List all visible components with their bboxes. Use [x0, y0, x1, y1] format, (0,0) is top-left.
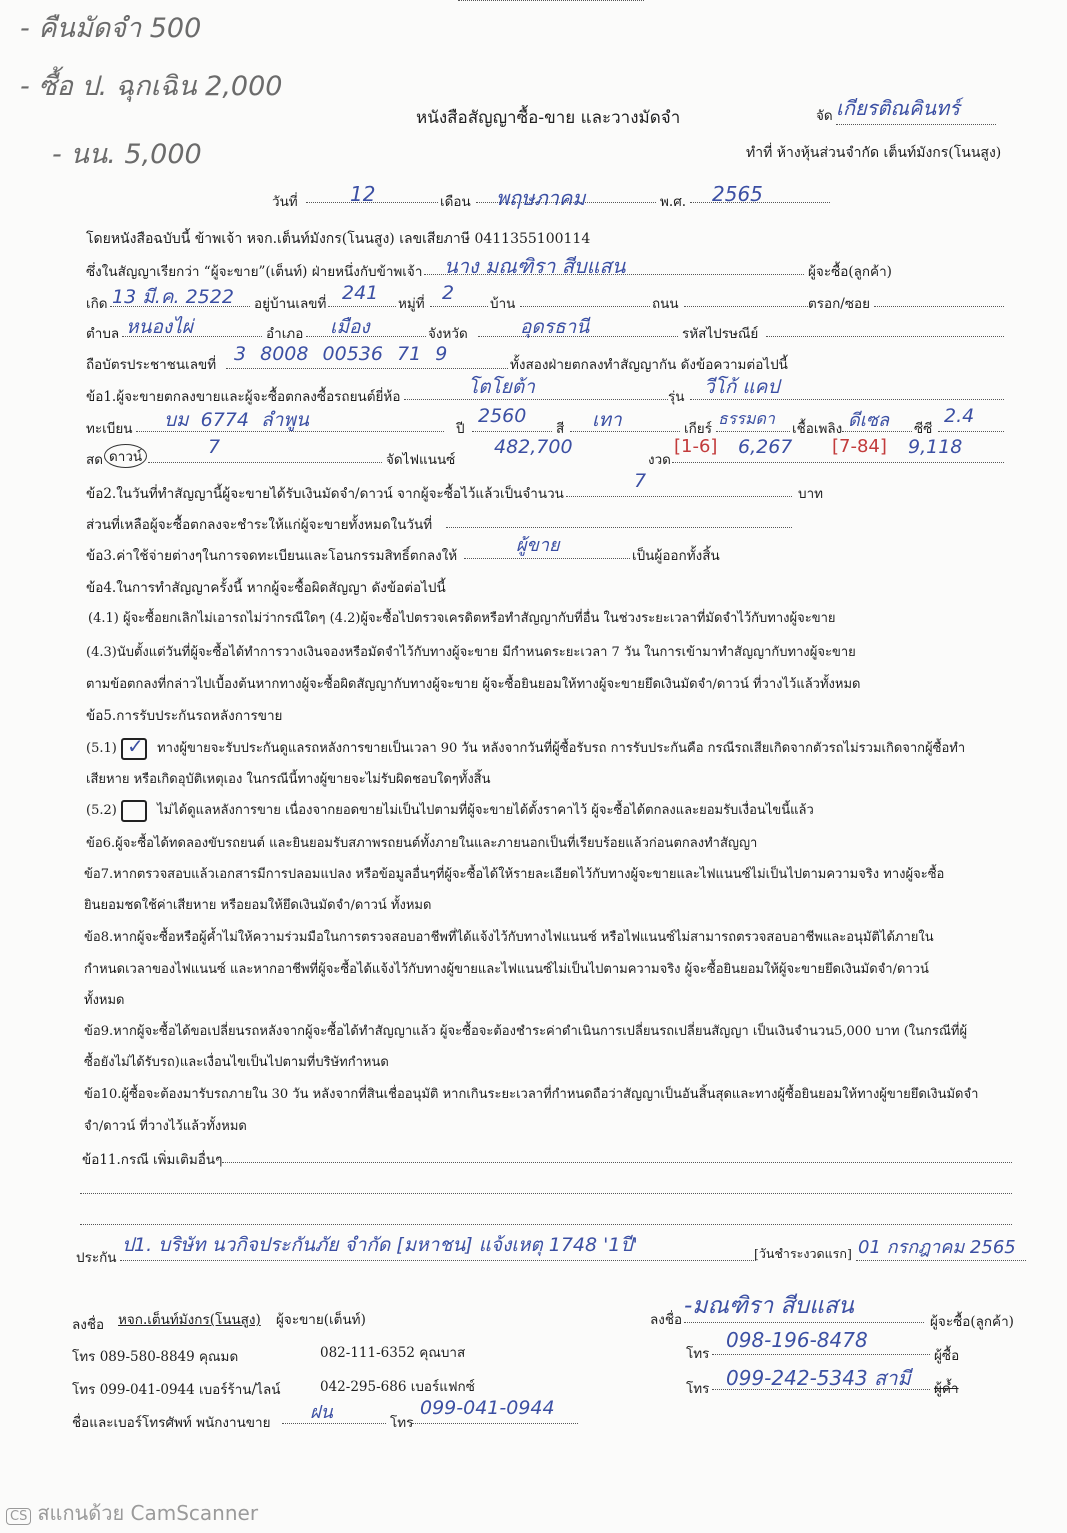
- finance-value: 482,700: [494, 436, 573, 458]
- place-label: จัด: [816, 108, 833, 124]
- clause5-p1b: เสียหาย หรือเกิดอุบัติเหตุเอง ในกรณีนี้ทางผู้ขายจะไม่รับผิดชอบใดๆทั้งสิ้น: [86, 772, 491, 787]
- moo-label: หมู่ที่: [398, 296, 425, 312]
- insurance-value: ป1. บริษัท นวกิจประกันภัย จำกัด [มหาชน] แจ้งเหตุ 1748 '1ปี': [122, 1234, 638, 1256]
- clause11: ข้อ11.กรณี เพิ่มเติมอื่นๆ: [82, 1152, 223, 1168]
- province-label: จังหวัด: [428, 326, 468, 342]
- staff-tel-label: โทร: [390, 1415, 414, 1431]
- inst1-range: [1-6]: [674, 436, 718, 457]
- clause5-lead: ข้อ5.การรับประกันรถหลังการขาย: [86, 708, 283, 724]
- clause2-lead: ข้อ2.ในวันที่ทำสัญญานี้ผู้จะขายได้รับเงินมัดจำ/ดาวน์ จากผู้จะซื้อไว้แล้วเป็นจำนวน: [86, 486, 564, 502]
- tambon-value: หนองไผ่: [126, 316, 193, 338]
- clause6: ข้อ6.ผู้จะซื้อได้ทดลองขับรถยนต์ และยินยอมรับสภาพรถยนต์ทั้งภายในและภายนอกเป็นที่เรียบร้อยแล้วก่อนตกลงทำสัญญา: [86, 836, 758, 851]
- clause10-a: ข้อ10.ผู้ซื้อจะต้องมารับรถภายใน 30 วัน หลังจากที่สินเชื่ออนุมัติ หากเกินระยะเวลาที่กำหนดถือว่าสัญญาเป็นอันสิ้นสุดและทางผู้ซื้อยินยอมให้ทางผู้ขายยึดเงินมัดจำ: [84, 1087, 979, 1102]
- date-year-label: พ.ศ.: [660, 194, 687, 210]
- inst1-value: 6,267: [738, 436, 793, 458]
- seller-tel-1: โทร 089-580-8849 คุณมด: [72, 1349, 239, 1365]
- car-brand: โตโยต้า: [468, 376, 535, 398]
- staff-name: ฝน: [310, 1402, 333, 1423]
- year-value: 2560: [478, 405, 527, 427]
- clause2-rest: ส่วนที่เหลือผู้จะซื้อตกลงจะชำระให้แก่ผู้จะขายทั้งหมดในวันที่: [86, 517, 433, 533]
- soi-label: ตรอก/ซอย: [808, 296, 871, 312]
- date-day-label: วันที่: [272, 194, 298, 210]
- note-line-2: - ซื้อ ป. ฉุกเฉิน 2,000: [20, 71, 283, 102]
- clause3-who: ผู้ขาย: [516, 535, 560, 556]
- down-label: ดาวน์: [104, 444, 147, 468]
- insurance-label: ประกัน: [76, 1250, 117, 1266]
- clause3-lead: ข้อ3.ค่าใช้จ่ายต่างๆในการจดทะเบียนและโอนกรรมสิทธิ์ตกลงให้: [86, 548, 458, 564]
- staff-label: ชื่อและเบอร์โทรศัพท์ พนักงานขาย: [72, 1415, 271, 1431]
- inst2-range: [7-84]: [832, 436, 887, 457]
- reg-value: บม 6774 ลำพูน: [164, 409, 309, 431]
- note-line-1: - คืนมัดจำ 500: [20, 13, 202, 44]
- clause11-line-3: [80, 1224, 1012, 1225]
- model-label: รุ่น: [668, 389, 685, 405]
- clause9-a: ข้อ9.หากผู้จะซื้อได้ขอเปลี่ยนรถหลังจากผู้จะซื้อได้ทำสัญญาแล้ว ผู้จะซื้อจะต้องชำระค่าดำเนินการเปลี่ยนรถเปลี่ยนสัญญา เป็นเงินจำนวน5,000 บาท (ในกรณีที่ผู้: [84, 1024, 968, 1039]
- party-lead: ซึ่งในสัญญาเรียกว่า “ผู้จะขาย”(เต็นท์) ฝ่ายหนึ่งกับข้าพเจ้า: [86, 264, 423, 280]
- buyer-tel-role-2: ผู้ค้ำ: [934, 1381, 959, 1397]
- clause8-b: กำหนดเวลาของไฟแนนซ์ และหากอาชีพที่ผู้จะซื้อได้แจ้งไว้กับทางผู้ขายและไฟแนนซ์ไม่เป็นไปตามความจริง ผู้จะซื้อยินยอมให้ผู้จะขายยึดเงินมัดจำ/ดาวน์: [84, 962, 929, 977]
- date-day: 12: [350, 182, 376, 206]
- finance-label: จัดไฟแนนซ์: [386, 452, 456, 468]
- color-label: สี: [556, 421, 565, 437]
- village-label: บ้าน: [490, 296, 516, 312]
- clause4-p1: (4.1) ผู้จะซื้อยกเลิกไม่เอารถไม่ว่ากรณีใดๆ (4.2)ผู้จะซื้อไปตรวจเครดิตหรือทำสัญญากับที่อื่น ในช่วงระยะเวลาที่มัดจำไว้กับทางผู้จะขาย: [88, 611, 836, 626]
- gear-label: เกียร์: [684, 421, 712, 437]
- buyer-tel-label-1: โทร: [686, 1346, 710, 1362]
- deposit-amount: 7: [634, 470, 647, 492]
- deposit-unit: บาท: [798, 486, 824, 502]
- id-label: ถือบัตรประชาชนเลขที่: [86, 357, 217, 373]
- clause7-b: ยินยอมชดใช้ค่าเสียหาย หรือยอมให้ยึดเงินมัดจำ/ดาวน์ ทั้งหมด: [84, 898, 432, 913]
- date-month-label: เดือน: [440, 194, 471, 210]
- postal-label: รหัสไปรษณีย์: [682, 326, 759, 342]
- cc-value: 2.4: [944, 405, 975, 427]
- car-model: วีโก้ แคป: [704, 376, 780, 398]
- clause11-line-1: [222, 1162, 1012, 1163]
- down-value: 7: [208, 436, 221, 458]
- buyer-tel-label-2: โทร: [686, 1381, 710, 1397]
- buyer-tel-role-1: ผู้ซื้อ: [934, 1348, 960, 1364]
- clause1-lead: ข้อ1.ผู้จะขายตกลงขายและผู้จะซื้อตกลงซื้อรถยนต์ยี่ห้อ: [86, 389, 401, 405]
- seller-sign-role: ผู้จะขาย(เต็นท์): [276, 1312, 366, 1328]
- buyer-sign-label: ลงชื่อ: [650, 1312, 683, 1328]
- inst-label: งวด: [648, 452, 671, 468]
- fuel-value: ดีเซล: [848, 410, 890, 431]
- province-value: อุดรธานี: [520, 316, 590, 338]
- fuel-label: เชื้อเพลิง: [792, 421, 843, 437]
- cc-label: ซีซี: [914, 421, 933, 437]
- buyer-sign-role: ผู้จะซื้อ(ลูกค้า): [930, 1314, 1014, 1330]
- id-tail: ทั้งสองฝ่ายตกลงทำสัญญากัน ดังข้อความต่อไปนี้: [510, 357, 788, 373]
- tambon-label: ตำบล: [86, 326, 120, 342]
- place-value: เกียรติณคินทร์: [836, 92, 996, 125]
- check-mark-icon: ✓: [126, 733, 144, 758]
- clause5-opt2-label: (5.2): [86, 803, 117, 818]
- intro-text: โดยหนังสือฉบับนี้ ข้าพเจ้า หจก.เต็นท์มังกร(โนนสูง) เลขเสียภาษี 0411355100114: [86, 231, 591, 247]
- clause5-opt2-row: [86, 799, 814, 822]
- clause3-tail: เป็นผู้ออกทั้งสิ้น: [632, 548, 720, 564]
- house-value: 241: [342, 282, 379, 304]
- house-label: อยู่บ้านเลขที่: [254, 296, 327, 312]
- date-year: 2565: [712, 182, 763, 206]
- document-title: หนังสือสัญญาซื้อ-ขาย และวางมัดจำ: [416, 108, 681, 128]
- seller-sign-label: ลงชื่อ: [72, 1317, 105, 1333]
- year-label: ปี: [456, 421, 465, 437]
- born-value: 13 มี.ค. 2522: [112, 286, 234, 308]
- clause8-a: ข้อ8.หากผู้จะซื้อหรือผู้ค้ำไม่ให้ความร่วมมือในการตรวจสอบอาชีพที่ได้แจ้งไว้กับทางไฟแนนซ์ หรือไฟแนนซ์ไม่สามารถตรวจสอบอาชีพและอนุมัติได้ภายใน: [84, 930, 934, 945]
- seller-tel-2: 082-111-6352 คุณบาส: [320, 1345, 466, 1361]
- clause10-b: จำ/ดาวน์ ที่วางไว้แล้วทั้งหมด: [84, 1119, 247, 1134]
- inst2-value: 9,118: [908, 436, 963, 458]
- first-payment-label: [วันชำระงวดแรก]: [754, 1246, 852, 1261]
- buyer-signature: -มณฑิรา สีบแสน: [684, 1293, 854, 1319]
- buyer-tel-2: 099-242-5343 สามี: [726, 1366, 911, 1390]
- clause5-opt1-label: (5.1): [86, 741, 117, 756]
- buyer-label: ผู้จะซื้อ(ลูกค้า): [808, 264, 892, 280]
- color-value: เทา: [592, 409, 622, 431]
- seller-tel-3: โทร 099-041-0944 เบอร์ร้าน/ไลน์: [72, 1382, 281, 1398]
- buyer-tel-1: 098-196-8478: [726, 1328, 868, 1352]
- clause5-p1a: ทางผู้ขายจะรับประกันดูแลรถหลังการขายเป็นเวลา 90 วัน หลังจากวันที่ผู้ซื้อรับรถ การรับประกันคือ กรณีรถเสียเกิดจากตัวรถไม่รวมเกิดจากผู้ซื้อทำ: [157, 741, 966, 756]
- moo-value: 2: [442, 282, 455, 304]
- clause9-b: ซื้อยังไม่ได้รับรถ)และเงื่อนไขเป็นไปตามที่บริษัทกำหนด: [84, 1055, 389, 1070]
- amphoe-label: อำเภอ: [266, 326, 304, 342]
- clause8-c: ทั้งหมด: [84, 993, 125, 1008]
- cash-label: สด: [86, 452, 104, 468]
- staff-tel: 099-041-0944: [420, 1397, 555, 1419]
- clause5-p2: ไม่ได้ดูแลหลังการขาย เนื่องจากยอดขายไม่เป็นไปตามที่ผู้จะขายได้ตั้งราคาไว้ ผู้จะซื้อได้ตกลงและยอมรับเงื่อนไขนี้แล้ว: [157, 803, 814, 818]
- buyer-name: นาง มณฑิรา สีบแสน: [444, 254, 626, 278]
- camscanner-watermark: [6, 1497, 258, 1529]
- seller-sign-value: หจก.เต็นท์มังกร(โนนสูง): [118, 1312, 261, 1328]
- id-value: 3 8008 00536 71 9: [234, 343, 448, 365]
- born-label: เกิด: [86, 296, 108, 312]
- clause11-line-2: [80, 1193, 1012, 1194]
- clause4-p3: ตามข้อตกลงที่กล่าวไปเบื้องต้นหากทางผู้จะซื้อผิดสัญญากับทางผู้จะขาย ผู้จะซื้อยินยอมให้ทางผู้จะขายยึดเงินมัดจำ/ดาวน์ ที่วางไว้แล้วทั้งหมด: [86, 677, 861, 692]
- clause4-lead: ข้อ4.ในการทำสัญญาครั้งนี้ หากผู้จะซื้อผิดสัญญา ดังข้อต่อไปนี้: [86, 580, 446, 596]
- reg-label: ทะเบียน: [86, 421, 133, 437]
- clause5-opt1-row: [86, 733, 966, 760]
- note-line-3: - นน. 5,000: [52, 139, 202, 170]
- date-month: พฤษภาคม: [496, 186, 586, 210]
- gear-value: ธรรมดา: [718, 409, 775, 428]
- warranty-checkbox[interactable]: [121, 733, 147, 760]
- amphoe-value: เมือง: [330, 316, 370, 338]
- clause7-a: ข้อ7.หากตรวจสอบแล้วเอกสารมีการปลอมแปลง หรือข้อมูลอื่นๆที่ผู้จะซื้อได้ให้รายละเอียดไว้กับทางผู้จะขายและไฟแนนซ์ไม่เป็นไปตามความจริง ทางผู้จะซื้อ: [84, 867, 945, 882]
- camscanner-text: สแกนด้วย CamScanner: [37, 1501, 259, 1525]
- no-warranty-checkbox[interactable]: [121, 800, 147, 822]
- road-label: ถนน: [652, 296, 679, 312]
- seller-tel-4: 042-295-686 เบอร์แฟกซ์: [320, 1379, 475, 1395]
- made-at: ทำที่ ห้างหุ้นส่วนจำกัด เต็นท์มังกร(โนนสูง): [746, 145, 1002, 161]
- clause4-p2: (4.3)นับตั้งแต่วันที่ผู้จะซื้อได้ทำการวางเงินจองหรือมัดจำไว้กับทางผู้จะขาย มีกำหนดระยะเวลา 7 วัน ในการเข้ามาทำสัญญากับทางผู้จะขาย: [86, 645, 856, 660]
- first-payment-date: 01 กรกฎาคม 2565: [858, 1237, 1016, 1258]
- camscanner-logo-icon: CS: [6, 1508, 31, 1525]
